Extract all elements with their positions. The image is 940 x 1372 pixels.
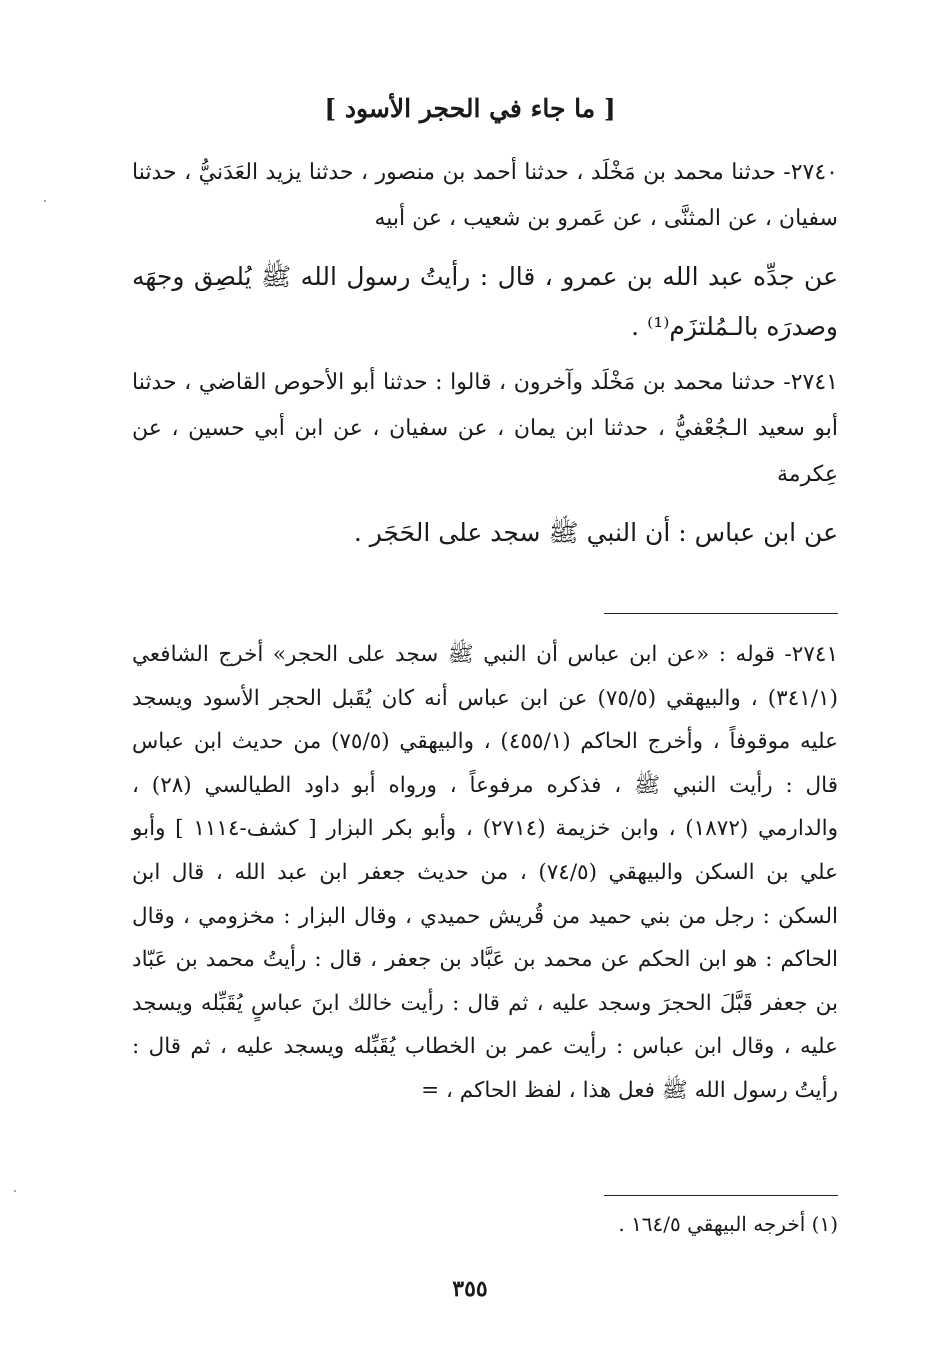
commentary-2741: ٢٧٤١- قوله : «عن ابن عباس أن النبي ﷺ سجد على الحجر» أخرج الشافعي (٣٤١/١) ، والبيهقي (٧٥/٥) عن ابن عباس أنه كان يُقَبل الحجر الأسود ويسجد عليه موقوفاً ، وأخرج الحاكم (٤٥٥/١) ، والبيهقي (٧٥/٥) من حديث ابن عباس قال : رأيت النبي ﷺ ، فذكره مرفوعاً ، ورواه أبو داود الطيالسي (٢٨) ، والدارمي (١٨٧٢) ، وابن خزيمة (٢٧١٤) ، وأبو بكر البزار [ كشف-١١١٤ ] وأبو علي بن السكن والبيهقي (٧٤/٥) ، من حديث جعفر ابن عبد الله ، قال ابن السكن : رجل من بني حميد من قُريش حميدي ، وقال البزار : مخزومي ، وقال الحاكم : هو ابن الحكم عن محمد بن عَبَّاد بن جعفر ، قال : رأيتُ محمد بن عَبّاد بن جعفر قَبَّلَ الحجرَ وسجد عليه ، ثم قال : رأيت خالك ابنَ عباسٍ يُقَبِّله ويسجد عليه ، وقال ابن عباس : رأيت عمر بن الخطاب يُقَبِّله ويسجد عليه ، ثم قال : رأيتُ رسول الله ﷺ فعل هذا ، لفظ الحاكم ، = <box>132 642 838 1103</box>
commentary-section <box>132 633 838 1113</box>
notes-divider <box>604 613 838 614</box>
footnote-divider <box>604 1195 838 1196</box>
section-heading: [ ما جاء في الحجر الأسود ] <box>324 94 616 123</box>
footnote-section <box>132 1208 838 1240</box>
footnote-1: (١) أخرجه البيهقي ١٦٤/٥ . <box>618 1212 838 1236</box>
hadith-2741-isnad: ٢٧٤١- حدثنا محمد بن مَخْلَد وآخرون ، قالوا : حدثنا أبو الأحوص القاضي ، حدثنا أبو سعيد الـجُعْفيُّ ، حدثنا ابن يمان ، عن سفيان ، عن ابن أبي حسين ، عن عِكرمة <box>132 370 838 487</box>
scan-speck <box>14 1190 16 1192</box>
hadith-2740-matn: عن جدِّه عبد الله بن عمرو ، قال : رأيتُ رسول الله ﷺ يُلصِق وجهَه وصدرَه بالـمُلتزَم⁽¹⁾ . <box>132 262 838 341</box>
main-text <box>132 150 838 558</box>
hadith-2741-matn: عن ابن عباس : أن النبي ﷺ سجد على الحَجَر . <box>353 518 838 547</box>
scan-speck <box>44 200 46 202</box>
hadith-2740-isnad: ٢٧٤٠- حدثنا محمد بن مَخْلَد ، حدثنا أحمد بن منصور ، حدثنا يزيد العَدَنيُّ ، حدثنا سفيان ، عن المثنَّى ، عن عَمرو بن شعيب ، عن أبيه <box>132 160 838 231</box>
page-number: ٣٥٥ <box>452 1276 488 1302</box>
